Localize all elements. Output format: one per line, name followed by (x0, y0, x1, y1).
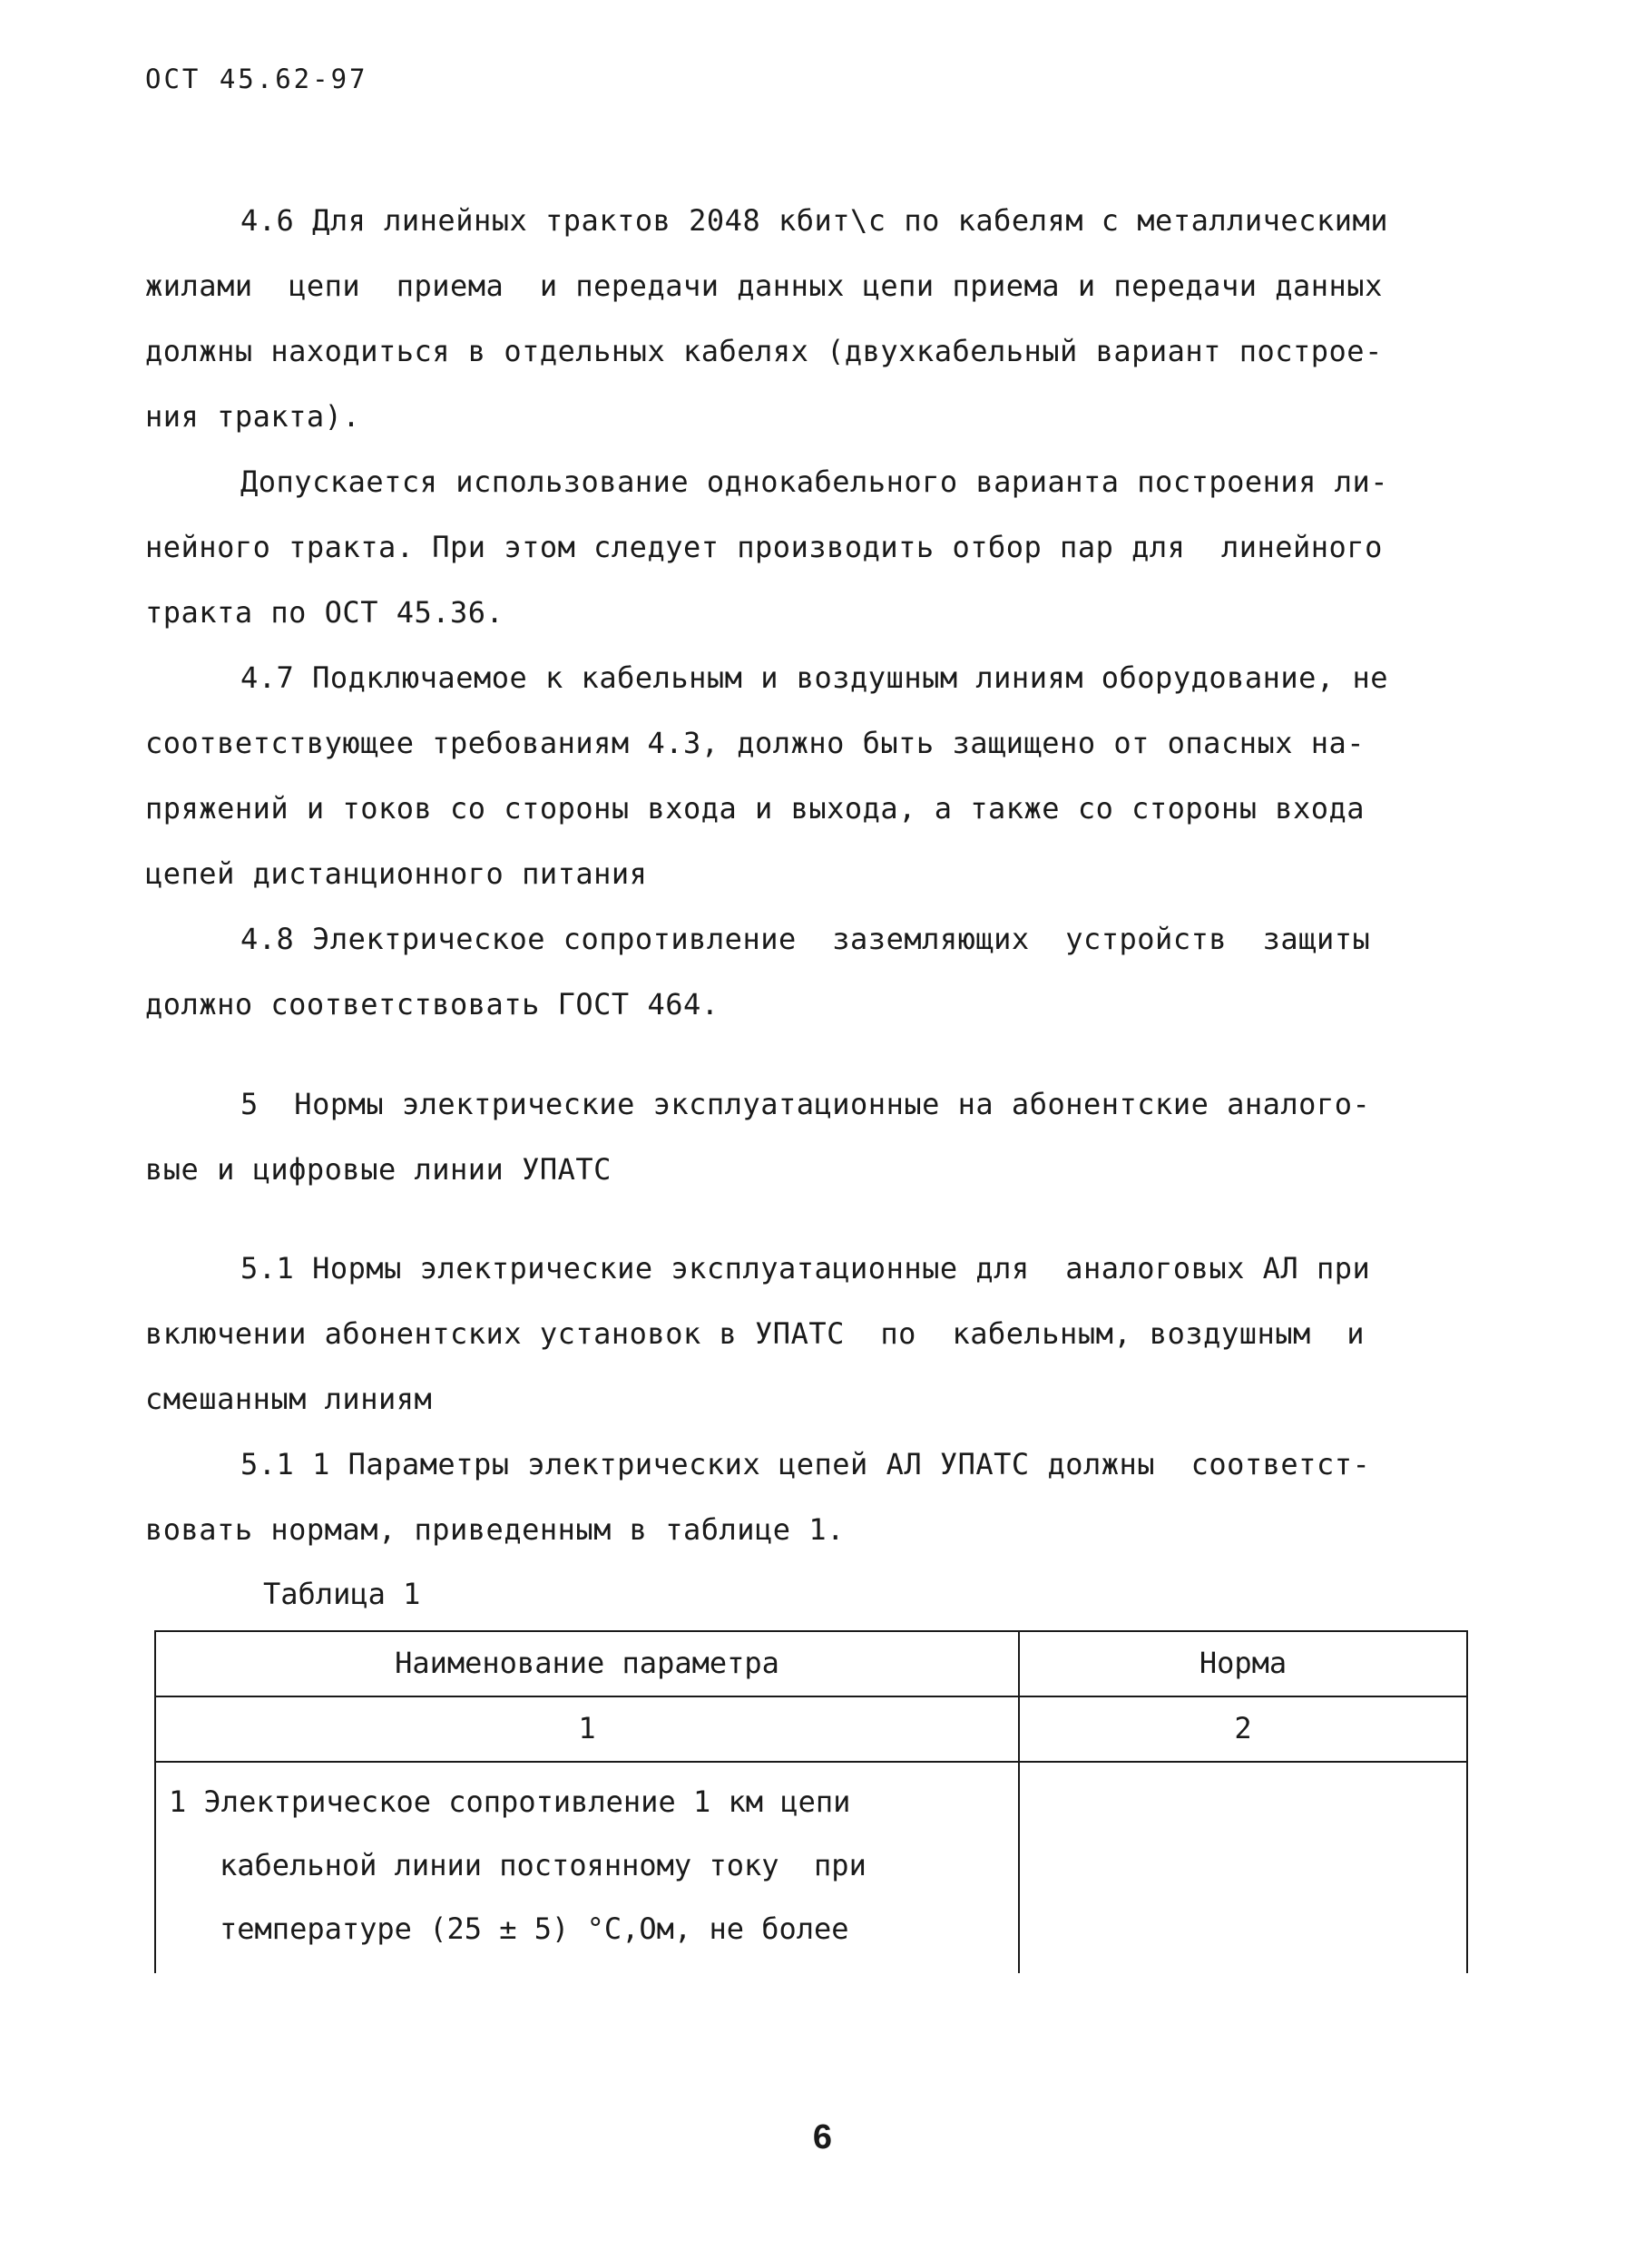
norm-cell (1019, 1762, 1467, 1973)
paragraph-line: должны находиться в отдельных кабелях (двухкабельный вариант построе- (145, 334, 1383, 368)
paragraph-line: соответствующее требованиям 4.3, должно быть защищено от опасных на- (145, 726, 1366, 760)
table-row (155, 1762, 1467, 1973)
parameter-cell (155, 1762, 1019, 1973)
paragraph-line: пряжений и токов со стороны входа и выхода, а также со стороны входа (145, 791, 1366, 826)
paragraph-line: 5.1 1 Параметры электрических цепей АЛ УПАТС должны соответст- (240, 1447, 1371, 1481)
paragraph-line: тракта по ОСТ 45.36. (145, 595, 504, 630)
paragraph-line: 4.6 Для линейных трактов 2048 кбит\с по кабелям с металлическими (240, 203, 1388, 238)
paragraph-line: смешанным линиям (145, 1382, 433, 1416)
parameter-line: 1 Электрическое сопротивление 1 км цепи (169, 1784, 851, 1819)
paragraph-line: Допускается использование однокабельного варианта построения ли- (240, 464, 1388, 499)
column-number: 1 (155, 1696, 1019, 1762)
table-column-number-row (155, 1696, 1467, 1762)
column-header-parameter: Наименование параметра (155, 1631, 1019, 1696)
document-code: ОСТ 45.62-97 (145, 64, 368, 94)
column-header-norm: Норма (1019, 1631, 1467, 1696)
paragraph-line: жилами цепи приема и передачи данных цепи приема и передачи данных (145, 269, 1383, 303)
paragraph-line: ния тракта). (145, 399, 361, 434)
paragraph-line: 4.7 Подключаемое к кабельным и воздушным линиям оборудование, не (240, 660, 1388, 695)
paragraph-line: 5.1 Нормы электрические эксплуатационные для аналоговых АЛ при (240, 1251, 1371, 1286)
parameter-line: температуре (25 ± 5) °С,Ом, не более (220, 1911, 849, 1946)
paragraph-line: цепей дистанционного питания (145, 856, 648, 891)
section-heading-line: 5 Нормы электрические эксплуатационные на абонентские аналого- (240, 1087, 1371, 1121)
table-header-row (155, 1631, 1467, 1696)
paragraph-line: включении абонентских установок в УПАТС по кабельным, воздушным и (145, 1316, 1366, 1351)
paragraph-line: должно соответствовать ГОСТ 464. (145, 987, 720, 1022)
page-number: 6 (812, 2118, 833, 2156)
column-number: 2 (1019, 1696, 1467, 1762)
section-heading-line: вые и цифровые линии УПАТС (145, 1152, 612, 1187)
table-title: Таблица 1 (263, 1577, 421, 1611)
paragraph-line: 4.8 Электрическое сопротивление заземляющих устройств защиты (240, 922, 1371, 956)
paragraph-line: вовать нормам, приведенным в таблице 1. (145, 1512, 845, 1547)
norms-table (154, 1630, 1468, 1973)
paragraph-line: нейного тракта. При этом следует производить отбор пар для линейного (145, 530, 1383, 564)
parameter-line: кабельной линии постоянному току при (220, 1848, 867, 1882)
